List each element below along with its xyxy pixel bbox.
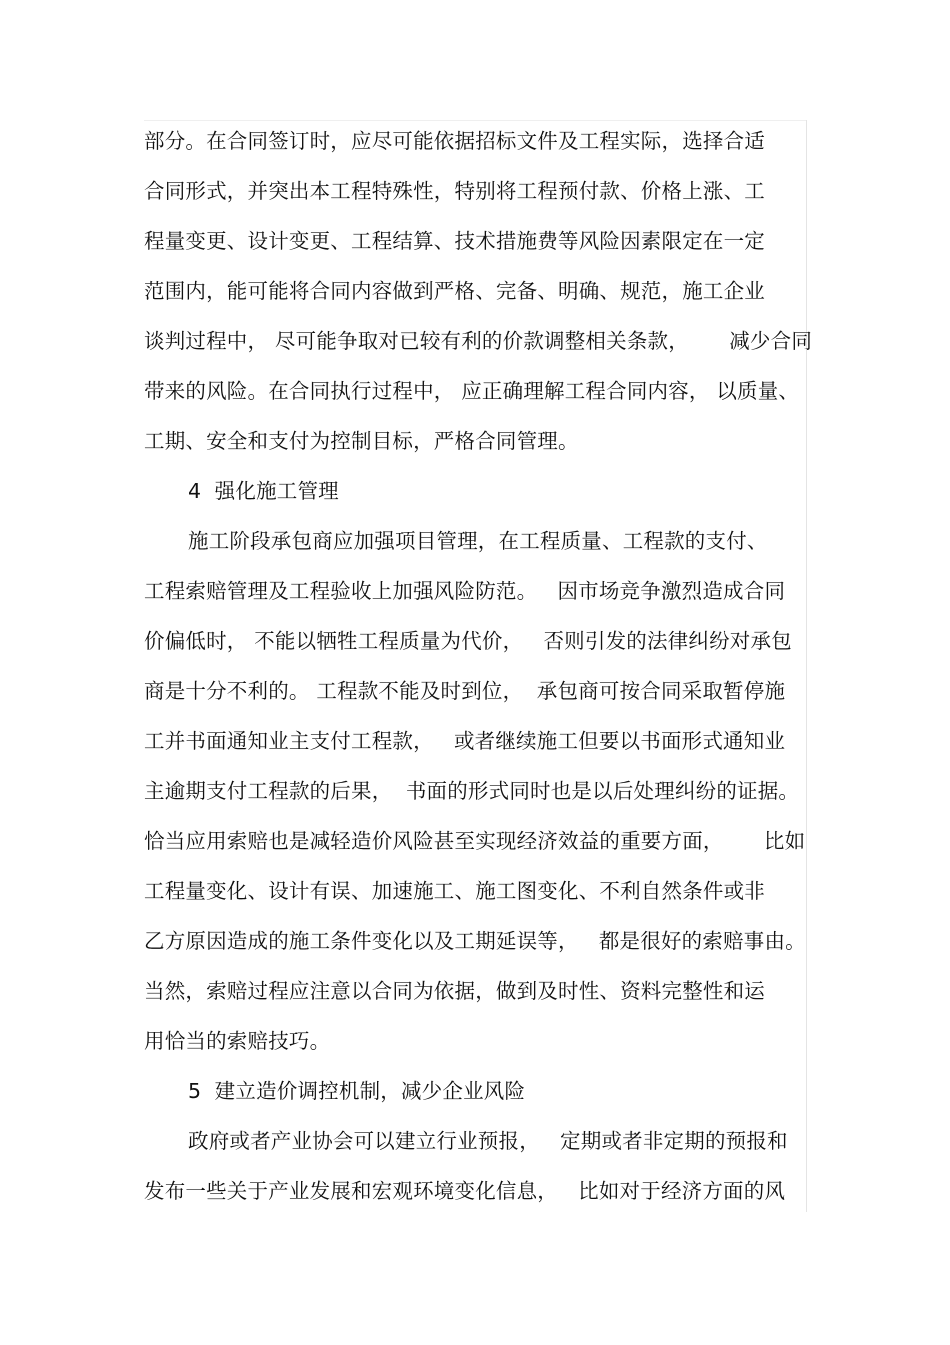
text-line: 工期、安全和支付为控制目标，严格合同管理。	[144, 429, 579, 453]
text-line: 部分。在合同签订时，应尽可能依据招标文件及工程实际，选择合适	[144, 129, 765, 153]
text-line: 带来的风险。在合同执行过程中， 应正确理解工程合同内容， 以质量、	[144, 379, 800, 403]
text-line: 谈判过程中， 尽可能争取对已较有利的价款调整相关条款， 减少合同	[144, 329, 813, 353]
page-frame-right-border	[806, 120, 807, 1212]
paragraph-first-line: 施工阶段承包商应加强项目管理，在工程质量、工程款的支付、	[188, 529, 768, 553]
text-line: 合同形式，并突出本工程特殊性，特别将工程预付款、价格上涨、工	[144, 179, 765, 203]
text-line: 工程量变化、设计有误、加速施工、施工图变化、不利自然条件或非	[144, 879, 765, 903]
text-line: 商是十分不利的。 工程款不能及时到位， 承包商可按合同采取暂停施	[144, 679, 786, 703]
text-line: 发布一些关于产业发展和宏观环境变化信息， 比如对于经济方面的风	[144, 1179, 786, 1203]
text-line: 工程索赔管理及工程验收上加强风险防范。 因市场竞争激烈造成合同	[144, 579, 786, 603]
text-line: 工并书面通知业主支付工程款， 或者继续施工但要以书面形式通知业	[144, 729, 786, 753]
text-line: 恰当应用索赔也是减轻造价风险甚至实现经济效益的重要方面， 比如	[144, 829, 806, 853]
text-line: 当然，索赔过程应注意以合同为依据，做到及时性、资料完整性和运	[144, 979, 765, 1003]
text-line: 乙方原因造成的施工条件变化以及工期延误等， 都是很好的索赔事由。	[144, 929, 806, 953]
text-line: 用恰当的索赔技巧。	[144, 1029, 331, 1053]
text-line: 范围内，能可能将合同内容做到严格、完备、明确、规范，施工企业	[144, 279, 765, 303]
text-line: 程量变更、设计变更、工程结算、技术措施费等风险因素限定在一定	[144, 229, 765, 253]
text-line: 主逾期支付工程款的后果， 书面的形式同时也是以后处理纠纷的证据。	[144, 779, 800, 803]
section-heading-4: 4 强化施工管理	[188, 479, 339, 503]
text-line: 价偏低时， 不能以牺牲工程质量为代价， 否则引发的法律纠纷对承包	[144, 629, 792, 653]
section-heading-5: 5 建立造价调控机制，减少企业风险	[188, 1079, 526, 1103]
paragraph-first-line: 政府或者产业协会可以建立行业预报， 定期或者非定期的预报和	[188, 1129, 788, 1153]
page-frame-top-border	[144, 120, 807, 121]
